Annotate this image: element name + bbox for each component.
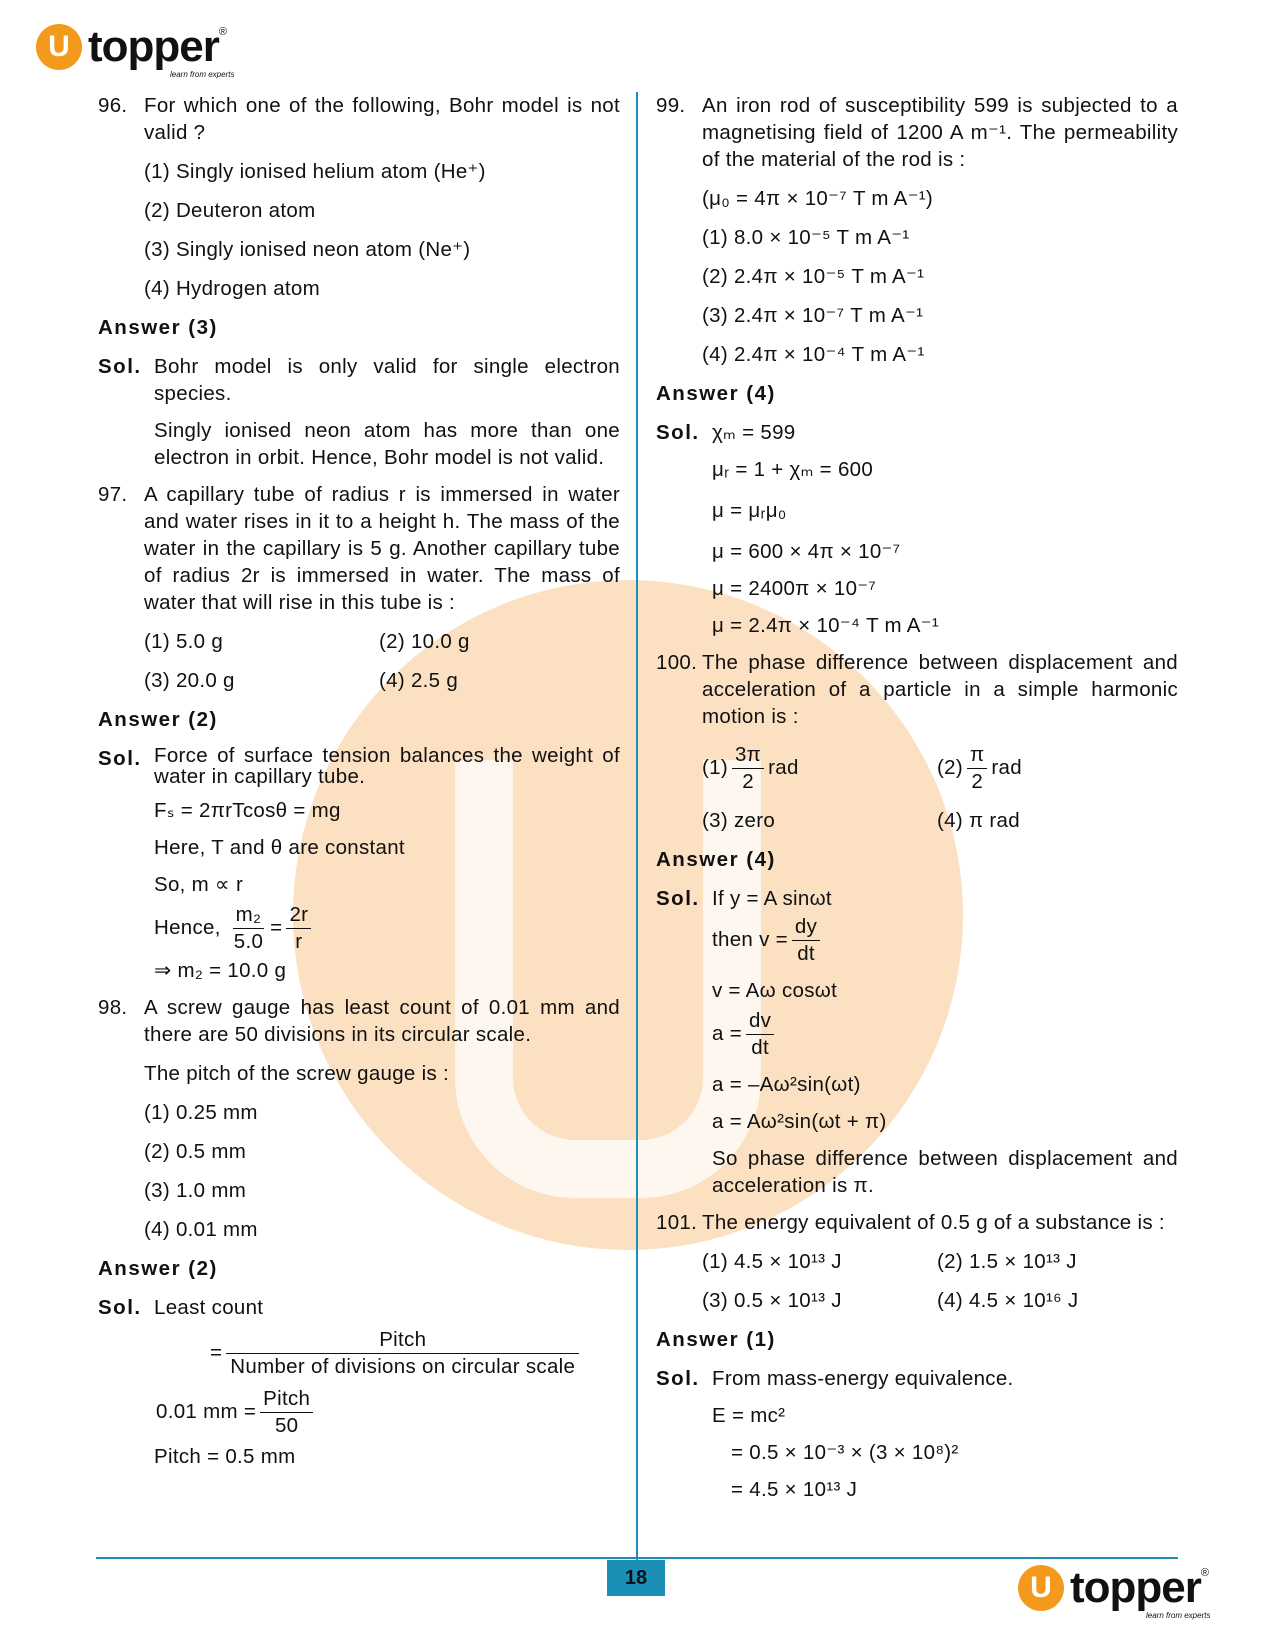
- option: (3) zero: [702, 809, 776, 832]
- solution-label: Sol.: [656, 421, 700, 444]
- denominator: Number of divisions on circular scale: [230, 1355, 576, 1378]
- equation-lhs: a =: [712, 1021, 742, 1045]
- fraction: [226, 1327, 579, 1380]
- denominator: r: [295, 930, 303, 953]
- solution-label: Sol.: [656, 1367, 700, 1390]
- solution: [98, 745, 620, 787]
- option: (3) 0.5 × 10¹³ J: [702, 1289, 842, 1312]
- question-text: A screw gauge has least count of 0.01 mm and there are 50 divisions in its circular scale.: [144, 996, 620, 1046]
- question-99: [656, 92, 1178, 173]
- option: (2) 10.0 g: [379, 630, 470, 653]
- solution-label: Sol.: [656, 887, 700, 910]
- numerator: Pitch: [260, 1386, 313, 1413]
- result: ⇒ m₂ = 10.0 g: [154, 959, 287, 982]
- option: (3) 1.0 mm: [144, 1179, 247, 1202]
- solution-label: Sol.: [98, 1296, 142, 1319]
- solution: [656, 885, 1178, 912]
- options-grid: [702, 1248, 1178, 1314]
- solution-text: χₘ = 599: [712, 421, 796, 444]
- option: [937, 742, 1178, 795]
- option: (2) 0.5 mm: [144, 1140, 247, 1163]
- fraction: [260, 1386, 313, 1439]
- option: (2) 1.5 × 10¹³ J: [937, 1250, 1077, 1273]
- solution: [98, 353, 620, 407]
- fraction: [732, 742, 764, 795]
- question-text: An iron rod of susceptibility 599 is subjected to a magnetising field of 1200 A m⁻¹. The permeability of the material of the rod is :: [702, 94, 1178, 171]
- given-value: (μ₀ = 4π × 10⁻⁷ T m A⁻¹): [702, 187, 933, 210]
- ratio-equation: [154, 902, 620, 955]
- solution: [656, 1365, 1178, 1392]
- footer-rule: [96, 1557, 1178, 1559]
- equation: = 4.5 × 10¹³ J: [731, 1478, 858, 1501]
- numerator: dy: [792, 914, 820, 941]
- question-number: 97.: [98, 483, 128, 506]
- numerator: m₂: [233, 902, 265, 929]
- equation: Fₛ = 2πrTcosθ = mg: [154, 799, 341, 822]
- brand-logo-footer: [1018, 1563, 1211, 1620]
- option: (3) 2.4π × 10⁻⁷ T m A⁻¹: [702, 304, 924, 327]
- option: (4) π rad: [937, 809, 1020, 832]
- question-text: A capillary tube of radius r is immersed in water and water rises in it to a height h. The mass of the water in the capillary is 5 g. Another capillary tube of radius 2r is immersed in water. The mass of water that will rise in this tube is :: [144, 483, 620, 614]
- option: (1) 5.0 g: [144, 630, 224, 653]
- pitch-equation: [156, 1386, 620, 1439]
- question-number: 101.: [656, 1211, 698, 1234]
- numerator: dv: [746, 1008, 774, 1035]
- fraction: [746, 1008, 774, 1061]
- solution-label: Sol.: [98, 747, 142, 770]
- denominator: dt: [751, 1036, 769, 1059]
- brand-mark-icon: U: [1018, 1565, 1064, 1611]
- unit: rad: [991, 755, 1022, 779]
- option: (4) 0.01 mm: [144, 1218, 258, 1241]
- option-label: (1): [702, 755, 728, 779]
- solution-text: Singly ionised neon atom has more than one electron in orbit. Hence, Bohr model is not valid.: [154, 419, 620, 469]
- denominator: 50: [274, 1414, 299, 1437]
- unit: rad: [768, 755, 799, 779]
- registered-mark: ®: [1200, 1567, 1209, 1579]
- fraction: [792, 914, 820, 967]
- option: (1) 4.5 × 10¹³ J: [702, 1250, 842, 1273]
- equation: μ = 600 × 4π × 10⁻⁷: [712, 540, 901, 563]
- brand-tagline: learn from experts: [1146, 1611, 1211, 1620]
- solution-text: Least count: [154, 1296, 264, 1319]
- numerator: 3π: [732, 742, 764, 769]
- question-98: [98, 994, 620, 1048]
- numerator: Pitch: [226, 1327, 579, 1354]
- equation: a = –Aω²sin(ωt): [712, 1073, 861, 1096]
- option: (1) Singly ionised helium atom (He⁺): [144, 160, 486, 183]
- numerator: π: [967, 742, 987, 769]
- option: (1) 8.0 × 10⁻⁵ T m A⁻¹: [702, 226, 910, 249]
- column-divider: [636, 92, 638, 1560]
- option: (3) Singly ionised neon atom (Ne⁺): [144, 238, 471, 261]
- answer: Answer (4): [656, 382, 776, 405]
- question-text: The energy equivalent of 0.5 g of a substance is :: [702, 1211, 1165, 1234]
- numerator: 2r: [286, 902, 311, 929]
- option-label: (2): [937, 755, 963, 779]
- solution-text: Bohr model is only valid for single electron species.: [154, 355, 620, 405]
- question-101: [656, 1209, 1178, 1236]
- denominator: 2: [971, 770, 984, 793]
- least-count-formula: = $\frac{\text{Pitch}}{\text{Number of divisions on circular scale}}$: [210, 1327, 620, 1380]
- option: (3) 20.0 g: [144, 669, 235, 692]
- answer: Answer (2): [98, 1257, 218, 1280]
- equation: = 0.5 × 10⁻³ × (3 × 10⁸)²: [731, 1441, 959, 1464]
- right-column: [656, 92, 1178, 1503]
- solution-text: So phase difference between displacement and acceleration is π.: [712, 1147, 1178, 1197]
- equation: μ = 2400π × 10⁻⁷: [712, 577, 877, 600]
- equation: a = Aω²sin(ωt + π): [712, 1110, 887, 1133]
- hence-label: Hence,: [154, 915, 221, 939]
- question-text: For which one of the following, Bohr model is not valid ?: [144, 94, 620, 144]
- equation-lhs: 0.01 mm =: [156, 1399, 257, 1423]
- fraction: [231, 902, 266, 955]
- derivative-equation: [712, 1008, 1178, 1061]
- question-number: 96.: [98, 94, 128, 117]
- equation: μ = 2.4π × 10⁻⁴ T m A⁻¹: [712, 614, 940, 637]
- denominator: dt: [797, 942, 815, 965]
- result: Pitch = 0.5 mm: [154, 1445, 296, 1468]
- question-96: [98, 92, 620, 146]
- solution-label: Sol.: [98, 355, 142, 378]
- option: [702, 742, 937, 795]
- solution-text: Force of surface tension balances the weight of water in capillary tube.: [154, 744, 620, 788]
- equation: μ = μᵣμ₀: [712, 499, 787, 522]
- question-number: 99.: [656, 94, 686, 117]
- solution: [656, 419, 1178, 446]
- equation: E = mc²: [712, 1404, 786, 1427]
- options-grid: [144, 628, 620, 694]
- solution-text: If y = A sinωt: [712, 887, 832, 910]
- equation: μᵣ = 1 + χₘ = 600: [712, 458, 874, 481]
- option: (4) 4.5 × 10¹⁶ J: [937, 1289, 1079, 1312]
- question-97: [98, 481, 620, 616]
- answer: Answer (2): [98, 708, 218, 731]
- denominator: 5.0: [233, 930, 264, 953]
- denominator: 2: [742, 770, 754, 793]
- option: (1) 0.25 mm: [144, 1101, 258, 1124]
- solution-text: Here, T and θ are constant: [154, 836, 405, 859]
- option: (4) Hydrogen atom: [144, 277, 321, 300]
- option: (2) Deuteron atom: [144, 199, 316, 222]
- solution-text: So, m ∝ r: [154, 873, 244, 896]
- page-number: 18: [607, 1560, 665, 1596]
- equation: v = Aω cosωt: [712, 979, 838, 1002]
- question-number: 100.: [656, 651, 698, 674]
- answer: Answer (1): [656, 1328, 776, 1351]
- solution: [98, 1294, 620, 1321]
- equation-lhs: then v =: [712, 927, 788, 951]
- brand-logo: [36, 22, 235, 79]
- question-100: [656, 649, 1178, 730]
- derivative-equation: [712, 914, 1178, 967]
- registered-mark: ®: [218, 26, 227, 38]
- option: (4) 2.4π × 10⁻⁴ T m A⁻¹: [702, 343, 925, 366]
- brand-name: topper: [88, 22, 219, 71]
- solution-text: From mass-energy equivalence.: [712, 1367, 1014, 1390]
- fraction: [286, 902, 311, 955]
- option: (4) 2.5 g: [379, 669, 459, 692]
- equals-sign: =: [270, 915, 283, 939]
- question-text: The phase difference between displacement and acceleration of a particle in a simple harmonic motion is :: [702, 651, 1178, 728]
- answer: Answer (4): [656, 848, 776, 871]
- brand-tagline: learn from experts: [170, 70, 235, 79]
- left-column: [98, 92, 620, 1470]
- question-subtext: The pitch of the screw gauge is :: [144, 1062, 450, 1085]
- options-grid: [702, 742, 1178, 834]
- brand-mark-icon: U: [36, 24, 82, 70]
- question-number: 98.: [98, 996, 128, 1019]
- option: (2) 2.4π × 10⁻⁵ T m A⁻¹: [702, 265, 925, 288]
- brand-name: topper: [1070, 1563, 1201, 1612]
- answer: Answer (3): [98, 316, 218, 339]
- fraction: [967, 742, 987, 795]
